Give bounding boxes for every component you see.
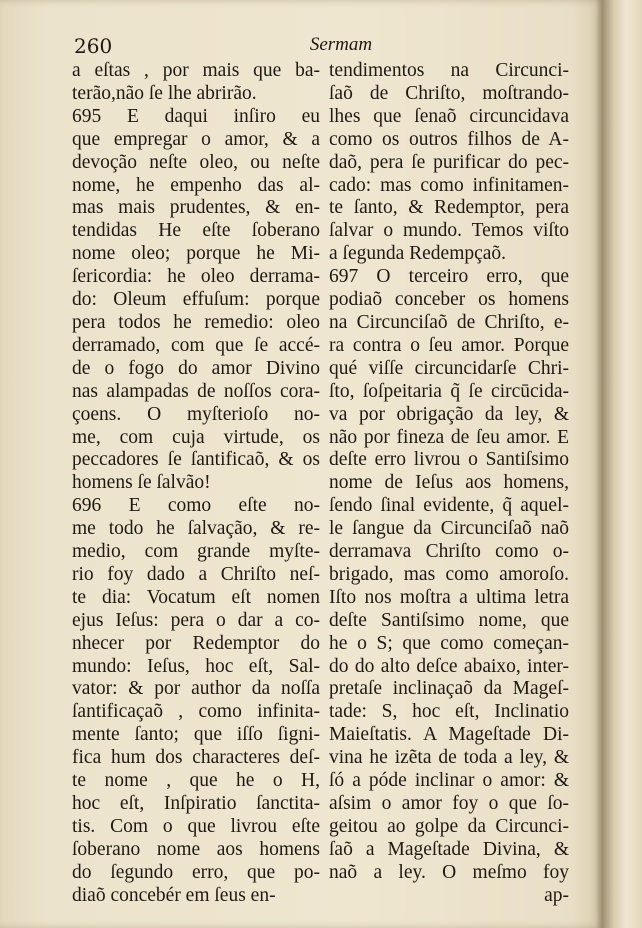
text-line: tade: S, hoc eſt, Inclinatio — [329, 701, 569, 723]
text-line: nome de Ieſus aos homens, — [329, 472, 569, 494]
text-line: ſendo ſinal evidente, q̃ aquel- — [329, 495, 569, 517]
text-line: devoção neſte oleo, ou neſte — [72, 151, 320, 173]
text-line: ſaõ de Chriſto, moſtrando- — [329, 82, 569, 104]
text-line: derramado, com que ſe accé- — [72, 334, 320, 356]
text-line: do ſegundo erro, que po- — [72, 861, 320, 883]
text-line: de o fogo do amor Divino — [72, 357, 320, 379]
running-title: Sermam — [309, 34, 373, 55]
text-line: homens ſe ſalvão! — [72, 472, 211, 494]
text-line: a ſegunda Redempçaõ. — [329, 243, 507, 265]
text-line: 697 O terceiro erro, que — [329, 266, 569, 288]
text-line: na Circunciſaõ de Chriſto, e- — [329, 311, 569, 333]
text-line: ſalvar o mundo. Temos viſto — [329, 220, 569, 242]
text-line: ſó a póde inclinar o amor: & — [329, 770, 569, 792]
right-text-column — [329, 60, 569, 908]
text-line: hoc eſt, Inſpiratio ſanctita- — [72, 793, 320, 814]
text-line: cado: mas como infinitamen- — [329, 174, 569, 196]
text-line: ap- — [544, 884, 569, 906]
text-line: ſoberano nome aos homens — [72, 838, 320, 860]
text-line: ejus Ieſus: pera o dar a co- — [72, 609, 320, 631]
text-line: do: Oleum effuſum: porque — [72, 289, 320, 311]
text-line: mas mais prudentes, & en- — [72, 197, 320, 219]
text-line: nome oleo; porque he Mi- — [72, 243, 320, 265]
page-number: 260 — [74, 34, 113, 58]
text-line: ſericordia: he oleo derrama- — [72, 266, 320, 288]
text-line: nome, he empenho das al- — [72, 174, 320, 196]
text-line: Maieſtatis. A Mageſtade Di- — [329, 724, 569, 746]
text-line: aſsim o amor foy o que ſo- — [329, 793, 569, 814]
text-line: deſte Santiſsimo nome, que — [329, 609, 569, 631]
text-line: te dia: Vocatum eſt nomen — [72, 586, 320, 608]
text-line: te nome , que he o H, — [72, 770, 320, 792]
text-line: tendidas He eſte ſoberano — [72, 220, 320, 242]
text-line: não por fineza de ſeu amor. E — [329, 426, 569, 448]
text-line: Iſto nos moſtra a ultima letra — [329, 586, 569, 608]
text-line: derramava Chriſto como o- — [329, 541, 569, 563]
text-line: como os outros filhos de A- — [329, 128, 569, 150]
text-line: podiaõ conceber os homens — [329, 289, 569, 311]
text-line: ſantificaçaõ , como infinita- — [72, 701, 320, 723]
text-line: medio, com grande myſte- — [72, 541, 320, 563]
text-line: pera todos he remedio: oleo — [72, 311, 320, 333]
text-line: mundo: Ieſus, hoc eſt, Sal- — [72, 655, 320, 677]
text-line: 695 E daqui inſiro eu — [72, 105, 320, 127]
text-line: nas alampadas de noſſos cora- — [72, 380, 320, 402]
text-line: tis. Com o que livrou eſte — [72, 815, 320, 837]
text-line: do do alto deſce abaixo, inter- — [329, 655, 569, 677]
left-text-column — [72, 60, 320, 908]
text-line: naõ a ley. O meſmo foy — [329, 861, 569, 883]
text-line: vator: & por author da noſſa — [72, 678, 320, 700]
text-line: que empregar o amor, & a — [72, 128, 320, 150]
text-line: geitou ao golpe da Circunci- — [329, 815, 569, 837]
text-line: le ſangue da Circunciſaõ naõ — [329, 518, 569, 540]
text-line: pretaſe inclinaçaõ da Mageſ- — [329, 678, 569, 700]
text-line: brigado, mas como amoroſo. — [329, 563, 569, 585]
page-edge — [602, 0, 642, 928]
page-header — [74, 34, 568, 60]
text-line: diaõ concebér em ſeus en- — [72, 884, 276, 906]
text-line: me todo he ſalvação, & re- — [72, 518, 320, 540]
text-line: vina he izẽta de toda a ley, & — [329, 747, 569, 769]
text-line: va por obrigação da ley, & — [329, 403, 569, 425]
text-line: ra contra o ſeu amor. Porque — [329, 334, 569, 356]
text-line: ſto, ſoſpeitaria q̃ ſe circūcida- — [329, 380, 569, 402]
text-line: rio foy dado a Chriſto neſ- — [72, 563, 320, 585]
text-line: peccadores ſe ſantificaõ, & os — [72, 449, 320, 471]
text-line: tendimentos na Circunci- — [329, 60, 569, 81]
text-line: a eſtas , por mais que ba- — [72, 60, 320, 81]
text-line: ſaõ a Mageſtade Divina, & — [329, 838, 569, 860]
text-line: he o S; que como começan- — [329, 632, 569, 654]
text-line: te ſanto, & Redemptor, pera — [329, 197, 569, 219]
text-line: qué viſſe circuncidarſe Chri- — [329, 357, 569, 379]
text-line: mente ſanto; que iſſo ſigni- — [72, 724, 320, 746]
text-line: 696 E como eſte no- — [72, 495, 320, 517]
text-line: terão,não ſe lhe abrirão. — [72, 82, 257, 104]
text-line: nhecer por Redemptor do — [72, 632, 320, 654]
text-line: me, com cuja virtude, os — [72, 426, 320, 448]
text-line: lhes que ſenaõ circuncidava — [329, 105, 569, 127]
text-line: fica hum dos characteres deſ- — [72, 747, 320, 769]
text-line: daõ, pera ſe purificar do pec- — [329, 151, 569, 173]
text-line: deſte erro livrou o Santiſsimo — [329, 449, 569, 471]
text-line: çoens. O myſterioſo no- — [72, 403, 320, 425]
